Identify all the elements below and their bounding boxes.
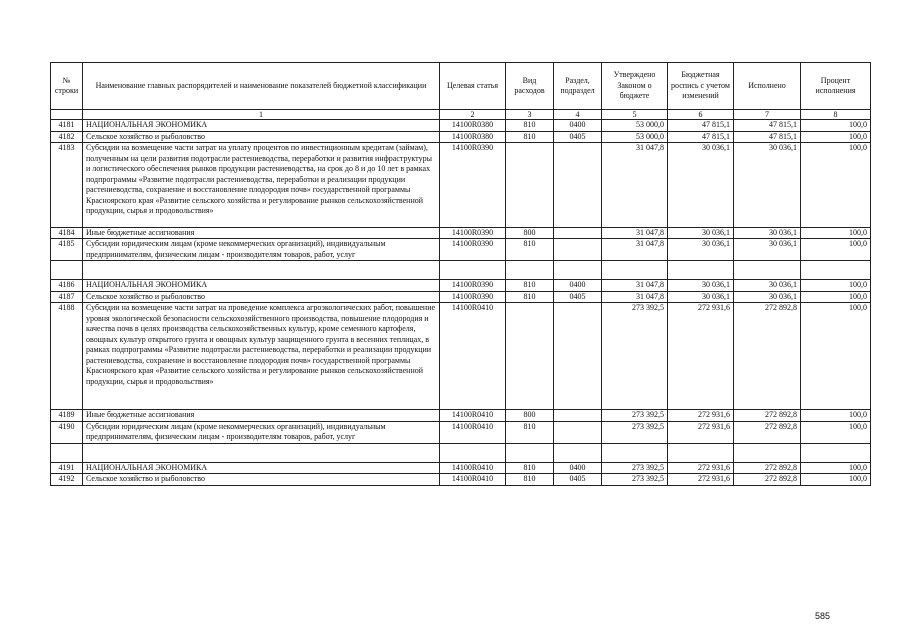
expense-type-cell: 810 bbox=[506, 131, 554, 143]
row-number-cell: 4190 bbox=[51, 421, 83, 443]
section-cell: 0405 bbox=[554, 131, 602, 143]
header-percent: Процент исполнения bbox=[801, 63, 871, 110]
percent-cell: 100,0 bbox=[801, 239, 871, 261]
row-number-cell: 4184 bbox=[51, 227, 83, 239]
expense-type-cell: 810 bbox=[506, 280, 554, 292]
name-cell: НАЦИОНАЛЬНАЯ ЭКОНОМИКА bbox=[83, 280, 440, 292]
expense-type-cell bbox=[506, 143, 554, 228]
table-body bbox=[51, 120, 871, 486]
target-article-cell: 14100R0390 bbox=[440, 239, 506, 261]
schedule-cell: 272 931,6 bbox=[668, 474, 734, 486]
spacer-cell bbox=[506, 443, 554, 462]
table-row bbox=[51, 131, 871, 143]
percent-cell: 100,0 bbox=[801, 131, 871, 143]
schedule-cell: 272 931,6 bbox=[668, 410, 734, 422]
approved-cell: 273 392,5 bbox=[602, 421, 668, 443]
spacer-cell bbox=[801, 443, 871, 462]
expense-type-cell: 810 bbox=[506, 421, 554, 443]
target-article-cell: 14100R0410 bbox=[440, 474, 506, 486]
section-cell bbox=[554, 410, 602, 422]
spacer-cell bbox=[602, 261, 668, 280]
executed-cell: 272 892,8 bbox=[734, 410, 801, 422]
spacer-cell bbox=[554, 261, 602, 280]
schedule-cell: 30 036,1 bbox=[668, 291, 734, 303]
percent-cell: 100,0 bbox=[801, 143, 871, 228]
percent-cell: 100,0 bbox=[801, 120, 871, 132]
header-executed: Исполнено bbox=[734, 63, 801, 110]
row-number-cell: 4183 bbox=[51, 143, 83, 228]
approved-cell: 31 047,8 bbox=[602, 143, 668, 228]
name-cell: Иные бюджетные ассигнования bbox=[83, 410, 440, 422]
table-row bbox=[51, 280, 871, 292]
header-row-number: № строки bbox=[51, 63, 83, 110]
approved-cell: 31 047,8 bbox=[602, 227, 668, 239]
executed-cell: 30 036,1 bbox=[734, 239, 801, 261]
column-number: 6 bbox=[668, 110, 734, 120]
row-number-cell: 4187 bbox=[51, 291, 83, 303]
spacer-cell bbox=[440, 261, 506, 280]
name-cell: Сельское хозяйство и рыболовство bbox=[83, 131, 440, 143]
row-number-cell: 4182 bbox=[51, 131, 83, 143]
target-article-cell: 14100R0410 bbox=[440, 421, 506, 443]
target-article-cell: 14100R0410 bbox=[440, 303, 506, 410]
row-number-cell: 4181 bbox=[51, 120, 83, 132]
target-article-cell: 14100R0390 bbox=[440, 291, 506, 303]
expense-type-cell: 810 bbox=[506, 120, 554, 132]
approved-cell: 31 047,8 bbox=[602, 291, 668, 303]
percent-cell: 100,0 bbox=[801, 462, 871, 474]
schedule-cell: 272 931,6 bbox=[668, 303, 734, 410]
header-row bbox=[51, 63, 871, 110]
spacer-cell bbox=[51, 443, 83, 462]
name-cell: НАЦИОНАЛЬНАЯ ЭКОНОМИКА bbox=[83, 462, 440, 474]
section-cell bbox=[554, 303, 602, 410]
expense-type-cell: 810 bbox=[506, 239, 554, 261]
target-article-cell: 14100R0410 bbox=[440, 410, 506, 422]
approved-cell: 31 047,8 bbox=[602, 280, 668, 292]
name-cell: Субсидии юридическим лицам (кроме некоммерческих организаций), индивидуальным предпринимателям, физическим лицам - производителям товаров, работ, услуг bbox=[83, 239, 440, 261]
percent-cell: 100,0 bbox=[801, 421, 871, 443]
target-article-cell: 14100R0410 bbox=[440, 462, 506, 474]
spacer-row bbox=[51, 443, 871, 462]
name-cell: НАЦИОНАЛЬНАЯ ЭКОНОМИКА bbox=[83, 120, 440, 132]
expense-type-cell: 810 bbox=[506, 474, 554, 486]
header-schedule: Бюджетная роспись с учетом изменений bbox=[668, 63, 734, 110]
spacer-cell bbox=[440, 443, 506, 462]
executed-cell: 272 892,8 bbox=[734, 421, 801, 443]
header-section: Раздел, подраздел bbox=[554, 63, 602, 110]
approved-cell: 273 392,5 bbox=[602, 462, 668, 474]
percent-cell: 100,0 bbox=[801, 227, 871, 239]
name-cell: Субсидии на возмещение части затрат на уплату процентов по инвестиционным кредитам (займам), полученным на цели развития подотрасли растениеводства, переработки и развития инфраструктуры и логистического обеспечения рынков продукции растениеводства, на срок до 8 и до 10 лет в рамках подпрограммы «Развитие подотрасли растениеводства, переработки и реализации продукции растениеводства, сохранение и восстановление плодородия почв» государственной программы Красноярского края «Развитие сельского хозяйства и регулирование рынков сельскохозяйственной продукции, сырья и продовольствия» bbox=[83, 143, 440, 228]
table-row bbox=[51, 462, 871, 474]
header-target-article: Целевая статья bbox=[440, 63, 506, 110]
name-cell: Сельское хозяйство и рыболовство bbox=[83, 291, 440, 303]
executed-cell: 30 036,1 bbox=[734, 291, 801, 303]
column-number: 8 bbox=[801, 110, 871, 120]
target-article-cell: 14100R0390 bbox=[440, 280, 506, 292]
table-row bbox=[51, 410, 871, 422]
spacer-cell bbox=[83, 443, 440, 462]
spacer-cell bbox=[734, 443, 801, 462]
table-row bbox=[51, 421, 871, 443]
column-number bbox=[51, 110, 83, 120]
executed-cell: 272 892,8 bbox=[734, 303, 801, 410]
column-number: 4 bbox=[554, 110, 602, 120]
section-cell: 0400 bbox=[554, 462, 602, 474]
section-cell bbox=[554, 239, 602, 261]
schedule-cell: 47 815,1 bbox=[668, 131, 734, 143]
executed-cell: 272 892,8 bbox=[734, 474, 801, 486]
schedule-cell: 30 036,1 bbox=[668, 227, 734, 239]
percent-cell: 100,0 bbox=[801, 291, 871, 303]
name-cell: Сельское хозяйство и рыболовство bbox=[83, 474, 440, 486]
section-cell: 0400 bbox=[554, 280, 602, 292]
executed-cell: 47 815,1 bbox=[734, 131, 801, 143]
executed-cell: 272 892,8 bbox=[734, 462, 801, 474]
section-cell: 0405 bbox=[554, 474, 602, 486]
approved-cell: 273 392,5 bbox=[602, 474, 668, 486]
name-cell: Иные бюджетные ассигнования bbox=[83, 227, 440, 239]
schedule-cell: 272 931,6 bbox=[668, 421, 734, 443]
schedule-cell: 30 036,1 bbox=[668, 143, 734, 228]
table-row bbox=[51, 143, 871, 228]
schedule-cell: 30 036,1 bbox=[668, 239, 734, 261]
target-article-cell: 14100R0390 bbox=[440, 227, 506, 239]
spacer-row bbox=[51, 261, 871, 280]
expense-type-cell: 800 bbox=[506, 410, 554, 422]
executed-cell: 30 036,1 bbox=[734, 280, 801, 292]
approved-cell: 53 000,0 bbox=[602, 131, 668, 143]
spacer-cell bbox=[602, 443, 668, 462]
expense-type-cell: 810 bbox=[506, 291, 554, 303]
spacer-cell bbox=[801, 261, 871, 280]
spacer-cell bbox=[734, 261, 801, 280]
header-name: Наименование главных распорядителей и наименование показателей бюджетной классификации bbox=[83, 63, 440, 110]
row-number-cell: 4191 bbox=[51, 462, 83, 474]
spacer-cell bbox=[668, 443, 734, 462]
page-number: 585 bbox=[815, 611, 831, 621]
section-cell bbox=[554, 227, 602, 239]
name-cell: Субсидии юридическим лицам (кроме некоммерческих организаций), индивидуальным предпринимателям, физическим лицам - производителям товаров, работ, услуг bbox=[83, 421, 440, 443]
spacer-cell bbox=[668, 261, 734, 280]
expense-type-cell bbox=[506, 303, 554, 410]
header-approved: Утверждено Законом о бюджете bbox=[602, 63, 668, 110]
name-cell: Субсидии на возмещение части затрат на проведение комплекса агроэкологических работ, повышение уровня экологической безопасности сельскохозяйственного производства, повышение плодородия и качества почв в целях производства сельскохозяйственных культур, кроме семенного картофеля, овощных культур открытого грунта и овощных культур защищенного грунта в весенних теплицах, в рамках подпрограммы «Развитие подотрасли растениеводства, переработки и реализации продукции растениеводства, сохранение и восстановление плодородия почв» государственной программы Красноярского края «Развитие сельского хозяйства и регулирование рынков сельскохозяйственной продукции, сырья и продовольствия» bbox=[83, 303, 440, 410]
column-number-row bbox=[51, 110, 871, 120]
spacer-cell bbox=[51, 261, 83, 280]
executed-cell: 30 036,1 bbox=[734, 143, 801, 228]
row-number-cell: 4186 bbox=[51, 280, 83, 292]
approved-cell: 273 392,5 bbox=[602, 303, 668, 410]
spacer-cell bbox=[506, 261, 554, 280]
row-number-cell: 4188 bbox=[51, 303, 83, 410]
approved-cell: 273 392,5 bbox=[602, 410, 668, 422]
table-row bbox=[51, 239, 871, 261]
section-cell bbox=[554, 143, 602, 228]
column-number: 5 bbox=[602, 110, 668, 120]
percent-cell: 100,0 bbox=[801, 474, 871, 486]
table-row bbox=[51, 120, 871, 132]
table-row bbox=[51, 303, 871, 410]
budget-table bbox=[50, 62, 871, 486]
section-cell bbox=[554, 421, 602, 443]
percent-cell: 100,0 bbox=[801, 410, 871, 422]
section-cell: 0400 bbox=[554, 120, 602, 132]
column-number: 3 bbox=[506, 110, 554, 120]
target-article-cell: 14100R0380 bbox=[440, 120, 506, 132]
section-cell: 0405 bbox=[554, 291, 602, 303]
schedule-cell: 272 931,6 bbox=[668, 462, 734, 474]
schedule-cell: 30 036,1 bbox=[668, 280, 734, 292]
executed-cell: 47 815,1 bbox=[734, 120, 801, 132]
approved-cell: 31 047,8 bbox=[602, 239, 668, 261]
table-row bbox=[51, 291, 871, 303]
expense-type-cell: 800 bbox=[506, 227, 554, 239]
percent-cell: 100,0 bbox=[801, 280, 871, 292]
schedule-cell: 47 815,1 bbox=[668, 120, 734, 132]
row-number-cell: 4192 bbox=[51, 474, 83, 486]
target-article-cell: 14100R0380 bbox=[440, 131, 506, 143]
row-number-cell: 4185 bbox=[51, 239, 83, 261]
spacer-cell bbox=[83, 261, 440, 280]
column-number: 2 bbox=[440, 110, 506, 120]
percent-cell: 100,0 bbox=[801, 303, 871, 410]
column-number: 1 bbox=[83, 110, 440, 120]
target-article-cell: 14100R0390 bbox=[440, 143, 506, 228]
table-row bbox=[51, 474, 871, 486]
row-number-cell: 4189 bbox=[51, 410, 83, 422]
column-number: 7 bbox=[734, 110, 801, 120]
approved-cell: 53 000,0 bbox=[602, 120, 668, 132]
spacer-cell bbox=[554, 443, 602, 462]
expense-type-cell: 810 bbox=[506, 462, 554, 474]
executed-cell: 30 036,1 bbox=[734, 227, 801, 239]
table-row bbox=[51, 227, 871, 239]
header-expense-type: Вид расходов bbox=[506, 63, 554, 110]
